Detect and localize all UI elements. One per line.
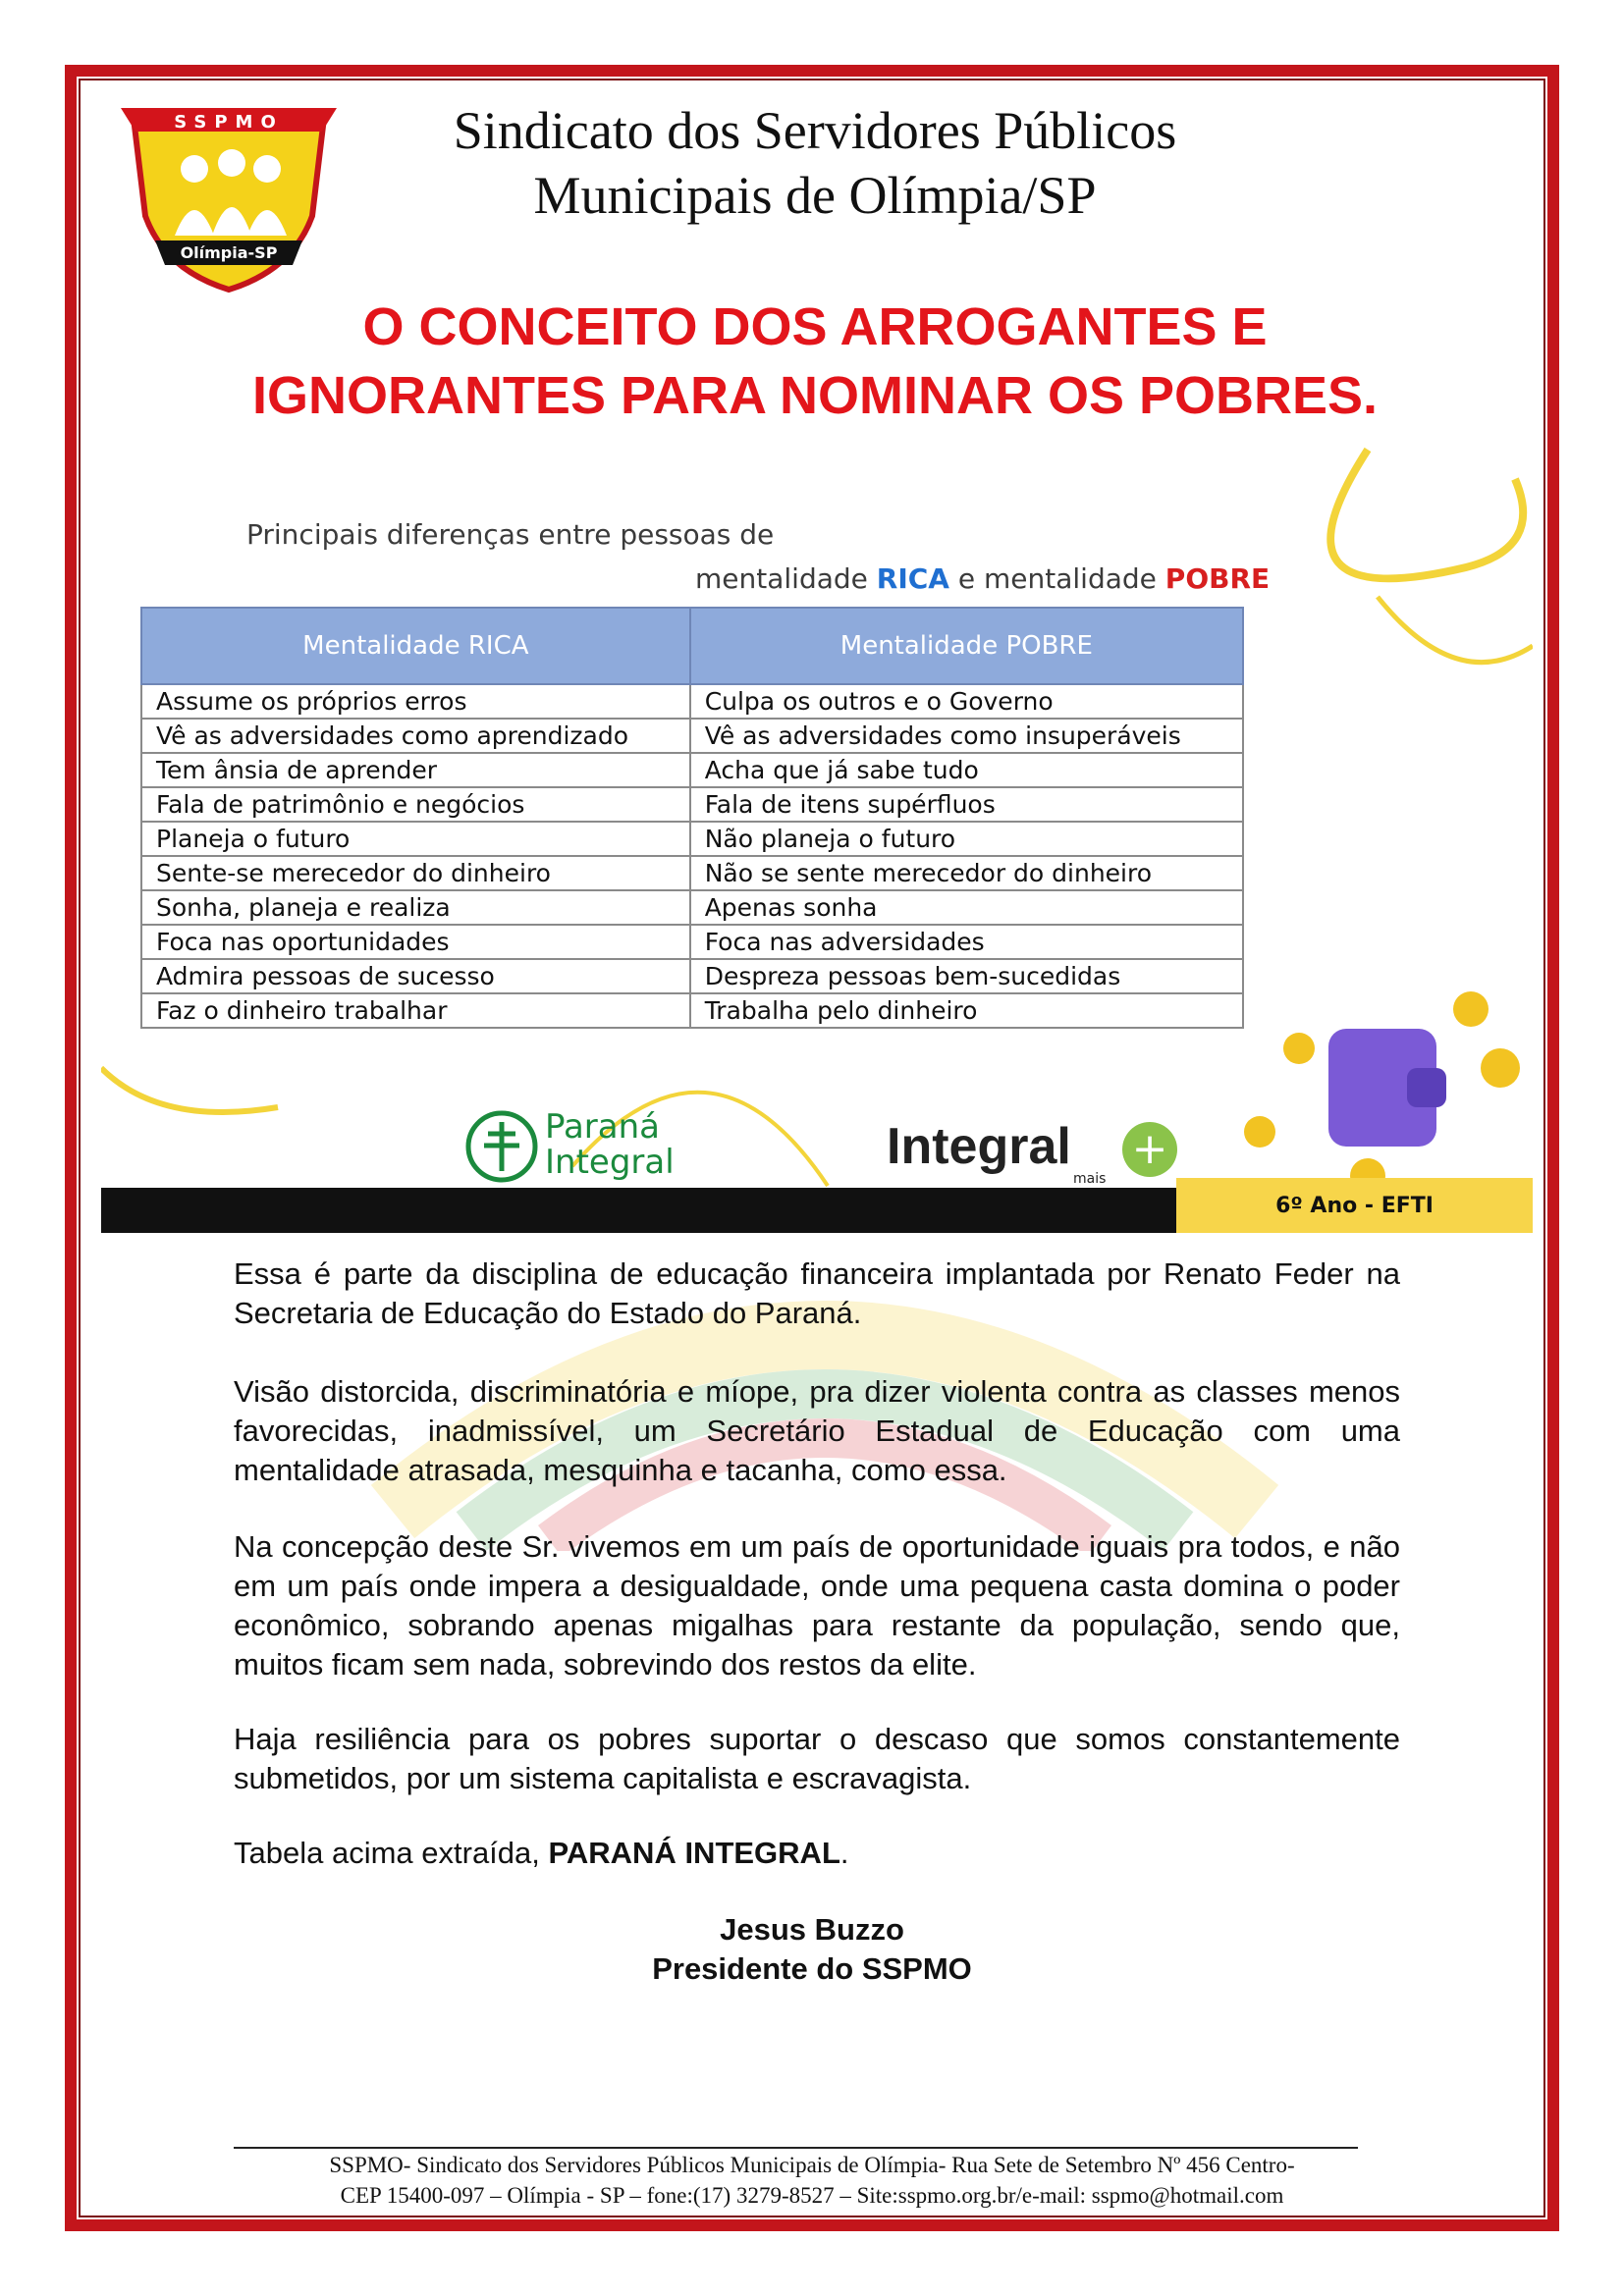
cell-rica: Admira pessoas de sucesso [141,959,690,993]
footer-line1: SSPMO- Sindicato dos Servidores Públicos Municipais de Olímpia- Rua Sete de Setembro Nº 456 Centro- [329,2153,1295,2177]
paragraph-5-pre: Tabela acima extraída, [234,1836,549,1870]
subtitle-mid: e mentalidade [948,562,1165,595]
cell-pobre: Não planeja o futuro [690,822,1243,856]
signature-role: Presidente do SSPMO [652,1951,972,1986]
integral-mais-label: mais [1073,1171,1107,1187]
paragraph-1: Essa é parte da disciplina de educação financeira implantada por Renato Feder na Secretaria de Educação do Estado do Paraná. [234,1256,1400,1330]
cell-rica: Vê as adversidades como aprendizado [141,719,690,753]
table-row [141,719,1243,753]
cell-pobre: Não se sente merecedor do dinheiro [690,856,1243,890]
column-header-pobre: Mentalidade POBRE [690,608,1243,684]
grade-badge: 6º Ano - EFTI [1176,1178,1533,1233]
footer-line2: CEP 15400-097 – Olímpia - SP – fone:(17) 3279-8527 – Site:sspmo.org.br/e-mail: sspmo@hotmail.com [340,2183,1284,2208]
infographic-subtitle-line2 [695,562,1270,595]
infographic-image [101,440,1533,1233]
cell-rica: Tem ânsia de aprender [141,753,690,787]
paragraph-5-bold: PARANÁ INTEGRAL [548,1836,840,1870]
paragraph-5-post: . [839,1836,849,1870]
cell-rica: Assume os próprios erros [141,684,690,719]
sspmo-logo [116,98,342,294]
table-row [141,684,1243,719]
logo-top-text: SSPMO [174,112,284,133]
footer-divider [234,2147,1358,2149]
organization-title-line1: Sindicato dos Servidores Públicos [453,101,1177,160]
headline [177,293,1453,430]
table-row [141,993,1243,1028]
paragraph-5 [234,1834,1400,1873]
infographic-subtitle-line1: Principais diferenças entre pessoas de [246,518,775,551]
cell-pobre: Acha que já sabe tudo [690,753,1243,787]
cell-rica: Sonha, planeja e realiza [141,890,690,925]
paragraph-4: Haja resiliência para os pobres suportar o descaso que somos constantemente submetidos, por um sistema capitalista e escravagista. [234,1722,1400,1795]
cell-pobre: Vê as adversidades como insuperáveis [690,719,1243,753]
subtitle-pobre: POBRE [1164,562,1271,595]
footer [157,2150,1467,2211]
table-row [141,959,1243,993]
cell-pobre: Trabalha pelo dinheiro [690,993,1243,1028]
cell-pobre: Apenas sonha [690,890,1243,925]
cell-rica: Sente-se merecedor do dinheiro [141,856,690,890]
table-row [141,753,1243,787]
cell-rica: Fala de patrimônio e negócios [141,787,690,822]
table-header-row [141,608,1243,684]
headline-line1: O CONCEITO DOS ARROGANTES E [362,297,1268,356]
cell-pobre: Fala de itens supérfluos [690,787,1243,822]
plus-icon: + [1122,1122,1177,1177]
cell-rica: Planeja o futuro [141,822,690,856]
subtitle-rica: RICA [876,562,949,595]
signature-name: Jesus Buzzo [720,1912,904,1947]
paragraph-2: Visão distorcida, discriminatória e míope, pra dizer violenta contra as classes menos favorecidas, inadmissível, um Secretário Estadual de Educação com uma mentalidade atrasada, mesquinha e tacanha, como essa. [234,1374,1400,1487]
subtitle-pre: mentalidade [695,562,877,595]
organization-title-line2: Municipais de Olímpia/SP [533,166,1097,225]
mentality-table [140,607,1244,1029]
parana-integral-text [545,1109,675,1180]
integral-mais-brand: Integral [887,1118,1071,1175]
logo-bottom-text: Olímpia-SP [180,243,278,262]
cell-pobre: Culpa os outros e o Governo [690,684,1243,719]
cell-rica: Faz o dinheiro trabalhar [141,993,690,1028]
cell-pobre: Despreza pessoas bem-sucedidas [690,959,1243,993]
organization-title [353,98,1276,228]
table-row [141,925,1243,959]
parana-text: Paraná [545,1107,661,1147]
column-header-rica: Mentalidade RICA [141,608,690,684]
table-row [141,890,1243,925]
cell-pobre: Foca nas adversidades [690,925,1243,959]
integral-text: Integral [545,1143,675,1182]
table-row [141,787,1243,822]
paragraph-3: Na concepção deste Sr. vivemos em um país de oportunidade iguais pra todos, e não em um país onde impera a desigualdade, onde uma pequena casta domina o poder econômico, sobrando apenas migalhas para restante da população, sendo que, muitos ficam sem nada, sobrevindo dos restos da elite. [234,1529,1400,1682]
table-row [141,856,1243,890]
headline-line2: IGNORANTES PARA NOMINAR OS POBRES. [251,366,1379,425]
table-row [141,822,1243,856]
cell-rica: Foca nas oportunidades [141,925,690,959]
